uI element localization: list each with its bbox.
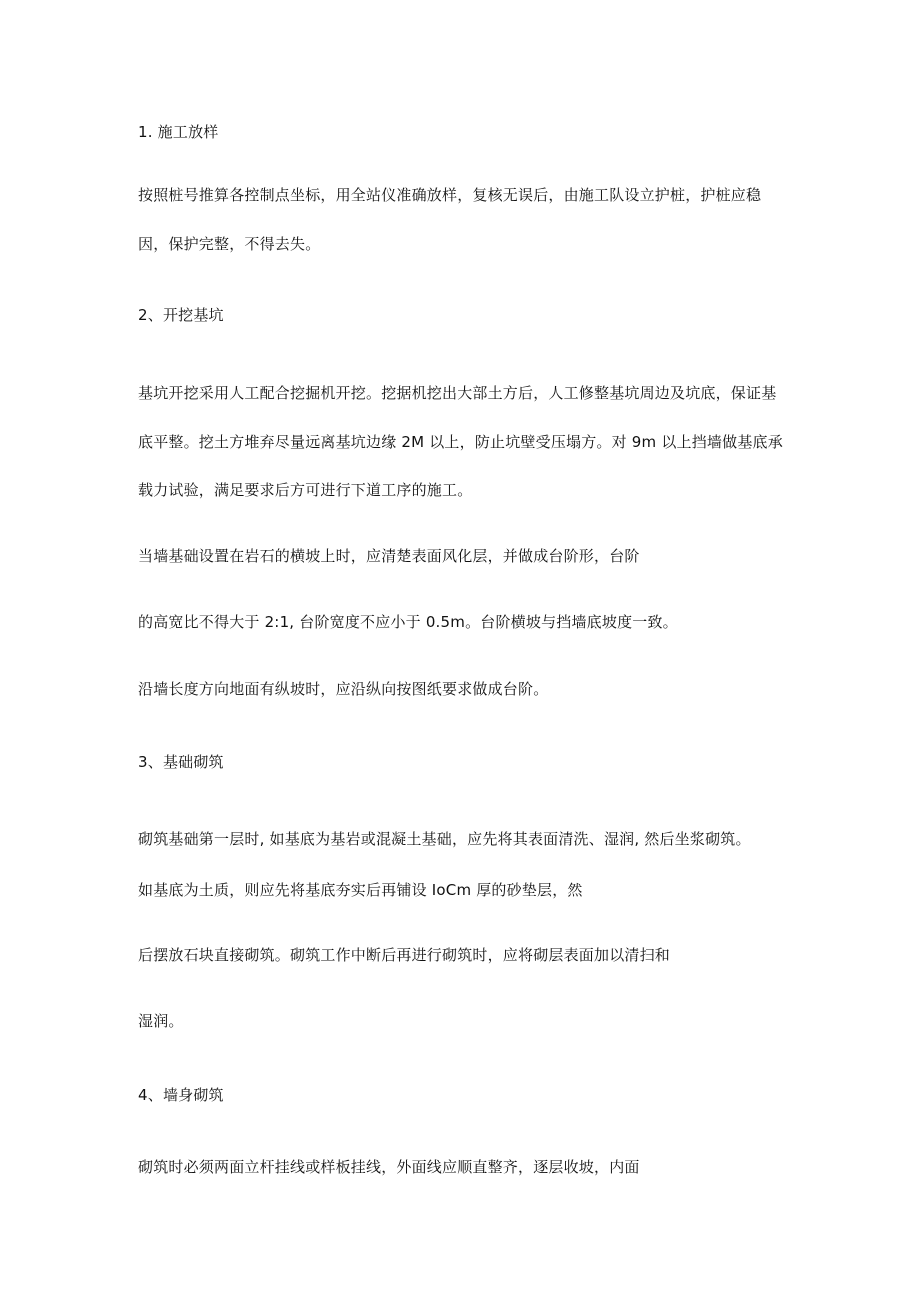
paragraph-line: 的高宽比不得大于 2:1, 台阶宽度不应小于 0.5m。台阶横坡与挡墙底坡度一致。 [138, 613, 678, 631]
heading-construction-layout: 1. 施工放样 [138, 123, 219, 141]
heading-wall-masonry: 4、墙身砌筑 [138, 1086, 224, 1104]
paragraph-line: 按照桩号推算各控制点坐标，用全站仪准确放样，复核无误后，由施工队设立护桩，护桩应稳 [138, 186, 762, 204]
paragraph-line: 载力试验，满足要求后方可进行下道工序的施工。 [138, 481, 473, 499]
paragraph-line: 后摆放石块直接砌筑。砌筑工作中断后再进行砌筑时，应将砌层表面加以清扫和 [138, 946, 671, 964]
paragraph-line: 砌筑基础第一层时, 如基底为基岩或混凝土基础，应先将其表面清洗、湿润, 然后坐浆砌筑。 [138, 830, 751, 848]
paragraph-line: 如基底为土质，则应先将基底夯实后再铺设 IoCm 厚的砂垫层，然 [138, 881, 583, 899]
paragraph-line: 因，保护完整，不得去失。 [138, 235, 321, 253]
paragraph-line: 底平整。挖土方堆弃尽量远离基坑边缘 2M 以上，防止坑壁受压塌方。对 9m 以上挡墙做基底承 [138, 433, 783, 451]
paragraph-line: 基坑开挖采用人工配合挖掘机开挖。挖据机挖出大部土方后，人工修整基坑周边及坑底，保证基 [138, 384, 777, 402]
heading-excavate-pit: 2、开挖基坑 [138, 306, 224, 324]
heading-foundation-masonry: 3、基础砌筑 [138, 753, 224, 771]
paragraph-line: 砌筑时必须两面立杆挂线或样板挂线，外面线应顺直整齐，逐层收坡，内面 [138, 1158, 640, 1176]
paragraph-line: 湿润。 [138, 1012, 184, 1030]
paragraph-line: 沿墙长度方向地面有纵坡时，应沿纵向按图纸要求做成台阶。 [138, 680, 549, 698]
paragraph-line: 当墙基础设置在岩石的横坡上时，应清楚表面风化层，并做成台阶形，台阶 [138, 547, 640, 565]
